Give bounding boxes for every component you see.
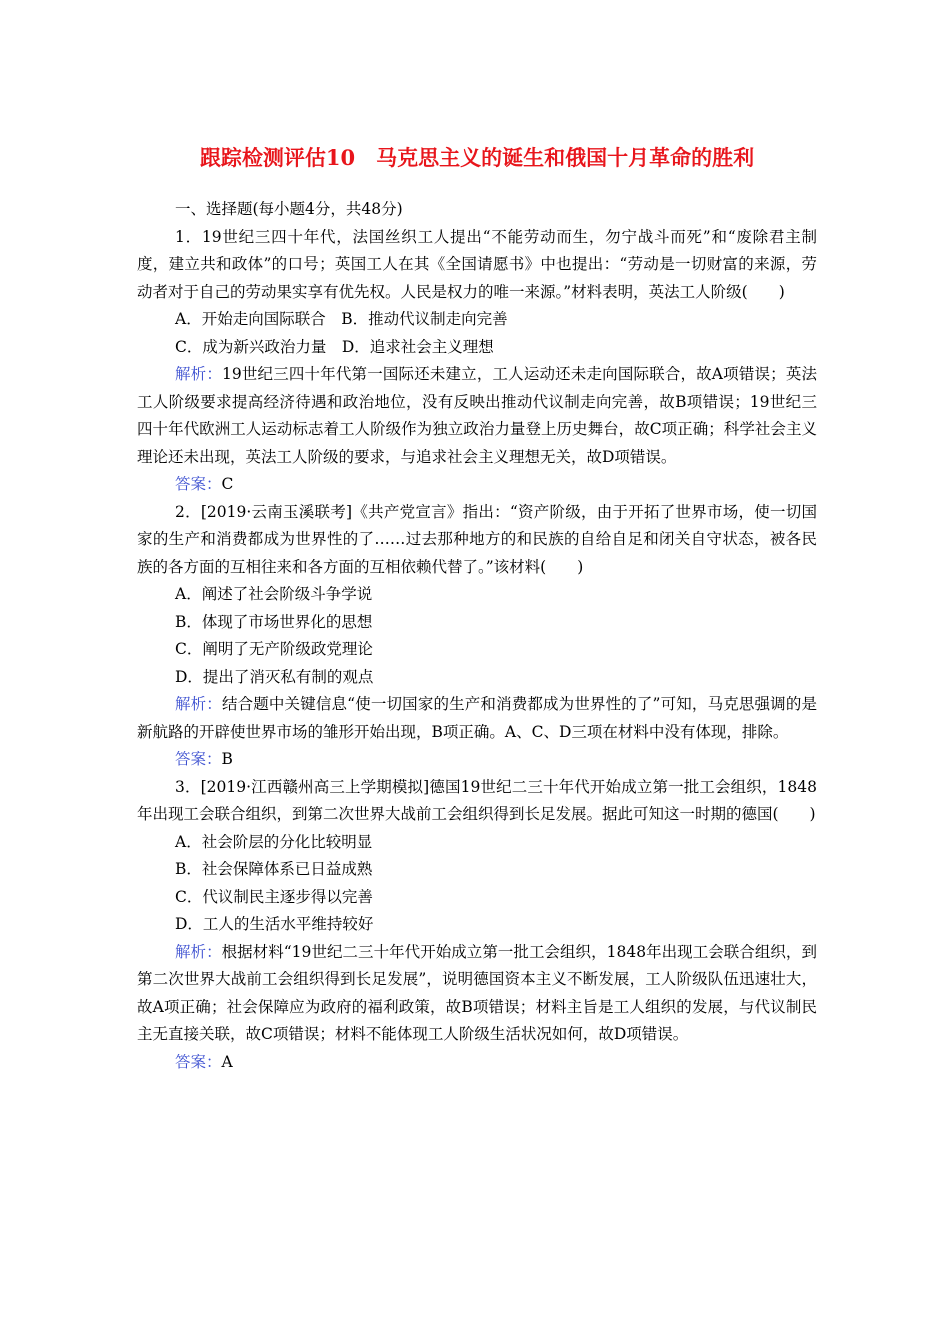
option-c: C．阐明了无产阶级政党理论 [175,640,373,658]
option-a: A．社会阶层的分化比较明显 [175,832,373,851]
answer-label: 答案： [175,750,222,768]
answer [137,471,817,499]
answer-label: 答案： [175,1052,222,1071]
option-b: B．体现了市场世界化的思想 [175,612,373,631]
question-2 [137,499,817,774]
option-d: D．提出了消灭私有制的观点 [175,667,374,686]
answer-value: B [221,750,233,768]
analysis-text: 19世纪三四十年代第一国际还未建立，工人运动还未走向国际联合，故A项错误；英法工人阶级要求提高经济待遇和政治地位，没有反映出推动代议制走向完善，故B项错误；19世纪三四十年代欧洲工人运动标志着工人阶级作为独立政治力量登上历史舞台，故C项正确；科学社会主义理论还未出现，英法工人阶级的要求，与追求社会主义理想无关，故D项错误。 [137,365,817,466]
analysis-text: 根据材料“19世纪二三十年代开始成立第一批工会组织，1848年出现工会联合组织，到第二次世界大战前工会组织得到长足发展”，说明德国资本主义不断发展，工人阶级队伍迅速壮大，故A项正确；社会保障应为政府的福利政策，故B项错误；材料主旨是工人组织的发展，与代议制民主无直接关联，故C项错误；材料不能体现工人阶级生活状况如何，故D项错误。 [137,942,817,1043]
analysis-label: 解析： [175,695,222,713]
answer [137,1049,817,1077]
answer-value: A [221,1052,233,1071]
question-1 [137,224,817,499]
option-b: B．社会保障体系已日益成熟 [175,860,373,878]
question-stem: 3．[2019·江西赣州高三上学期模拟]德国19世纪二三十年代开始成立第一批工会组织，1848年出现工会联合组织，到第二次世界大战前工会组织得到长足发展。据此可知这一时期的德国( ) [137,777,817,823]
page-title: 跟踪检测评估10 马克思主义的诞生和俄国十月革命的胜利 [199,145,755,170]
option-d: D．工人的生活水平维持较好 [175,915,374,933]
analysis [137,361,817,471]
answer [137,746,817,774]
analysis-label: 解析： [175,942,222,961]
option-line: A．开始走向国际联合 B．推动代议制走向完善 [175,310,508,328]
analysis-label: 解析： [175,365,222,383]
analysis [137,691,817,746]
analysis-text: 结合题中关键信息“使一切国家的生产和消费都成为世界性的了”可知，马克思强调的是新航路的开辟使世界市场的雏形开始出现，B项正确。A、C、D三项在材料中没有体现，排除。 [137,695,817,741]
question-3 [137,774,817,1077]
analysis [137,939,817,1049]
answer-label: 答案： [175,475,222,493]
option-c: C．代议制民主逐步得以完善 [175,887,373,906]
answer-value: C [221,475,234,493]
option-line: C．成为新兴政治力量 D．追求社会主义理想 [175,337,494,356]
question-stem: 1．19世纪三四十年代，法国丝织工人提出“不能劳动而生，勿宁战斗而死”和“废除君主制度，建立共和政体”的口号；英国工人在其《全国请愿书》中也提出：“劳动是一切财富的来源，劳动者对于自己的劳动果实享有优先权。人民是权力的唯一来源。”材料表明，英法工人阶级( ) [137,227,817,301]
option-a: A．阐述了社会阶级斗争学说 [175,585,373,603]
section-heading: 一、选择题(每小题4分，共48分) [175,200,403,218]
document-page [137,140,817,1076]
question-stem: 2．[2019·云南玉溪联考]《共产党宣言》指出：“资产阶级，由于开拓了世界市场，使一切国家的生产和消费都成为世界性的了……过去那种地方的和民族的自给自足和闭关自守状态，被各民族的各方面的互相往来和各方面的互相依赖代替了。”该材料( ) [137,502,817,576]
